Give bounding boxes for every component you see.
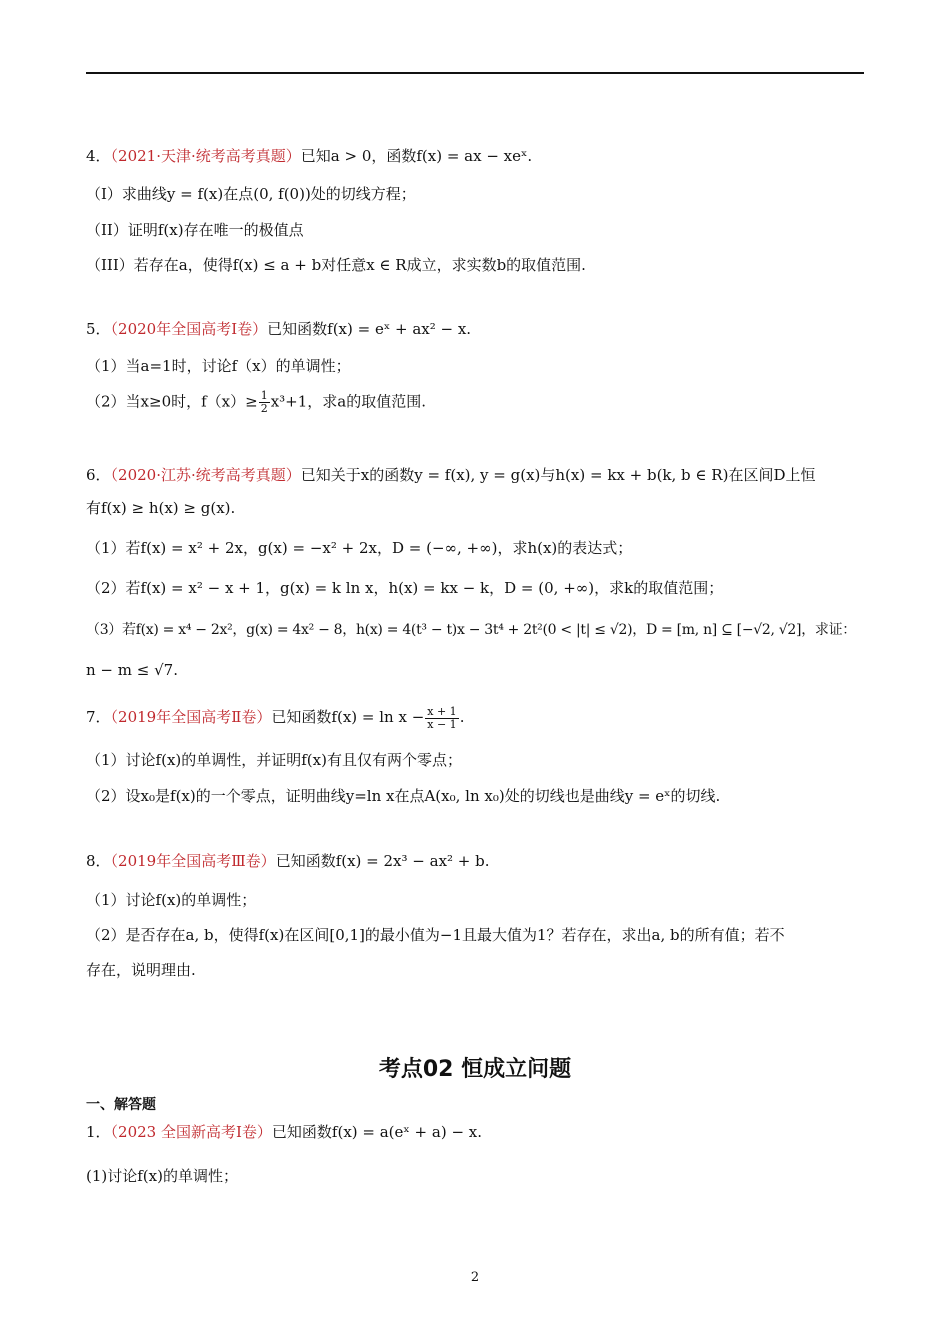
section-subheading: 一、解答题: [86, 1097, 156, 1113]
q8-part2-cont: 存在，说明理由.: [86, 961, 196, 979]
q7-stem-end: .: [459, 708, 465, 726]
q8-source: （2019年全国高考Ⅲ卷）: [110, 852, 276, 870]
s1-stem: [86, 1122, 886, 1142]
q7-frac-den: x − 1: [427, 717, 457, 731]
page-number: 2: [470, 1270, 480, 1285]
q4-part3: （III）若存在a，使得f(x) ≤ a + b对任意x ∈ R成立，求实数b的取值范围.: [86, 256, 586, 274]
q8-number: 8．: [86, 852, 111, 870]
q8-part2: （2）是否存在a, b，使得f(x)在区间[0,1]的最小值为−1且最大值为1？若存在，求出a, b的所有值；若不: [86, 926, 785, 944]
q5-source: （2020年全国高考Ⅰ卷）: [110, 320, 268, 338]
q8-stem: [86, 851, 886, 871]
q8-stem-text: 已知函数f(x) = 2x³ − ax² + b.: [275, 852, 490, 870]
q4-stem: [86, 146, 886, 166]
q5-number: 5．: [86, 320, 111, 338]
section-title: 考点02 恒成立问题: [378, 1057, 572, 1082]
q6-source: （2020·江苏·统考高考真题）: [110, 466, 301, 484]
q4-stem-text: 已知a > 0，函数f(x) = ax − xeˣ.: [300, 147, 533, 165]
s1-number: 1．: [86, 1123, 111, 1141]
q6-stem-line2: 有f(x) ≥ h(x) ≥ g(x).: [86, 499, 236, 517]
q6-part1: （1）若f(x) = x² + 2x，g(x) = −x² + 2x，D = (−∞, +∞)，求h(x)的表达式；: [86, 539, 633, 557]
q6-number: 6．: [86, 466, 111, 484]
q7-stem-text: 已知函数f(x) = ln x −: [271, 708, 425, 726]
q6-stem: [86, 465, 886, 485]
q7-number: 7．: [86, 708, 111, 726]
q7-part2: （2）设x₀是f(x)的一个零点，证明曲线y=ln x在点A(x₀, ln x₀)处的切线也是曲线y = eˣ的切线.: [86, 787, 721, 805]
s1-stem-text: 已知函数f(x) = a(eˣ + a) − x.: [271, 1123, 483, 1141]
s1-source: （2023 全国新高考Ⅰ卷）: [110, 1123, 272, 1141]
q6-part3-cont: n − m ≤ √7.: [86, 661, 178, 679]
q4-part2: （II）证明f(x)存在唯一的极值点: [86, 221, 304, 239]
q7-source: （2019年全国高考Ⅱ卷）: [110, 708, 272, 726]
q5-stem: [86, 319, 886, 339]
q5-part2: [86, 390, 886, 415]
q6-part2: （2）若f(x) = x² − x + 1，g(x) = k ln x，h(x) = kx − k，D = (0, +∞)，求k的取值范围；: [86, 579, 724, 597]
q8-part1: （1）讨论f(x)的单调性；: [86, 891, 257, 909]
q5-part2-a: （2）当x≥0时，f（x）≥: [86, 392, 258, 411]
q6-stem-text: 已知关于x的函数y = f(x), y = g(x)与h(x) = kx + b(k, b ∈ R)在区间D上恒: [300, 466, 816, 484]
q7-fraction: [425, 706, 458, 731]
q5-part2-b: x³+1，求a的取值范围.: [270, 392, 426, 411]
q4-source: （2021·天津·统考高考真题）: [110, 147, 301, 165]
s1-part1: (1)讨论f(x)的单调性；: [86, 1167, 238, 1185]
q6-part3: （3）若f(x) = x⁴ − 2x²，g(x) = 4x² − 8，h(x) = 4(t³ − t)x − 3t⁴ + 2t²(0 < |t| ≤ √2)，D = [m, n] ⊆ [−√2, √2]，求证：: [86, 622, 856, 638]
header-rule: [86, 72, 864, 74]
q5-frac-den: 2: [260, 402, 268, 415]
q5-frac-num: 1: [260, 389, 268, 402]
q7-stem: [86, 705, 886, 731]
q4-part1: （I）求曲线y = f(x)在点(0, f(0))处的切线方程；: [86, 185, 416, 203]
q4-number: 4．: [86, 147, 111, 165]
q5-fraction: [259, 390, 270, 415]
q7-frac-num: x + 1: [427, 704, 457, 718]
q5-stem-text: 已知函数f(x) = eˣ + ax² − x.: [267, 320, 472, 338]
q5-part1: （1）当a=1时，讨论f（x）的单调性；: [86, 357, 351, 375]
q7-part1: （1）讨论f(x)的单调性，并证明f(x)有且仅有两个零点；: [86, 751, 462, 769]
